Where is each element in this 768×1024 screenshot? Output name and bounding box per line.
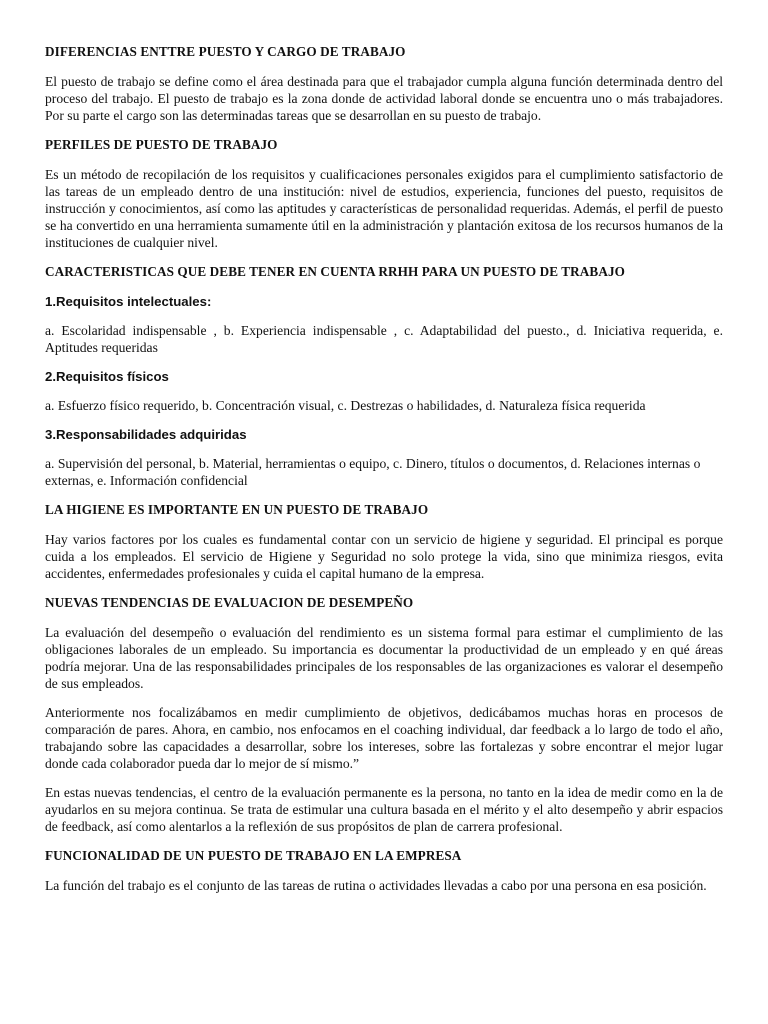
heading-diferencias: DIFERENCIAS ENTTRE PUESTO Y CARGO DE TRABAJO: [45, 44, 406, 59]
heading-tendencias: NUEVAS TENDENCIAS DE EVALUACION DE DESEMPEÑO: [45, 595, 414, 610]
paragraph-nuevas-tendencias: En estas nuevas tendencias, el centro de la evaluación permanente es la persona, no tanto en la idea de medir como en la de ayudarlos en su mejora continua. Se trata de estimular una cultura basada en el mérito y el alto desempeño y abrir espacios de feedback, así como alentarlos a la reflexión de sus propósitos de plan de carrera profesional.: [45, 785, 723, 834]
paragraph-funcion-trabajo: La función del trabajo es el conjunto de las tareas de rutina o actividades llevadas a cabo por una persona en esa posición.: [45, 878, 707, 893]
paragraph-requisitos-fisicos: a. Esfuerzo físico requerido, b. Concentración visual, c. Destrezas o habilidades, d. Naturaleza física requerida: [45, 398, 646, 413]
paragraph-evaluacion-desempeno: La evaluación del desempeño o evaluación del rendimiento es un sistema formal para estimar el cumplimiento de las obligaciones laborales de un empleado. Su importancia es documentar la productividad de un empleado y en qué áreas podría mejorar. Una de las responsabilidades principales de los responsables de las organizaciones es valorar el desempeño de sus empleados.: [45, 625, 723, 691]
paragraph-requisitos-intelectuales: a. Escolaridad indispensable , b. Experiencia indispensable , c. Adaptabilidad del puesto., d. Iniciativa requerida, e. Aptitudes requeridas: [45, 323, 723, 355]
heading-perfiles: PERFILES DE PUESTO DE TRABAJO: [45, 137, 278, 152]
paragraph-puesto-definicion: El puesto de trabajo se define como el área destinada para que el trabajador cumpla alguna función determinada dentro del proceso del trabajo. El puesto de trabajo es la zona donde de actividad laboral donde se encuentra uno o más trabajadores. Por su parte el cargo son las determinadas tareas que se desarrollan en su puesto de trabajo.: [45, 74, 723, 123]
heading-higiene: LA HIGIENE ES IMPORTANTE EN UN PUESTO DE TRABAJO: [45, 502, 429, 517]
paragraph-perfiles: Es un método de recopilación de los requisitos y cualificaciones personales exigidos para el cumplimiento satisfactorio de las tareas de un empleado dentro de una institución: nivel de estudios, experiencia, funciones del puesto, requisitos de instrucción y conocimientos, así como las aptitudes y características de personalidad requeridas. Además, el perfil de puesto se ha convertido en una herramienta sumamente útil en la administración y plantación exitosa de los recursos humanos de la instituciones de cualquier nivel.: [45, 167, 723, 250]
subheading-responsabilidades: 3.Responsabilidades adquiridas: [45, 427, 247, 442]
subheading-requisitos-intelectuales: 1.Requisitos intelectuales:: [45, 294, 212, 309]
subheading-requisitos-fisicos: 2.Requisitos físicos: [45, 369, 169, 384]
paragraph-anteriormente: Anteriormente nos focalizábamos en medir cumplimiento de objetivos, dedicábamos muchas horas en procesos de comparación de pares. Ahora, en cambio, nos enfocamos en el coaching individual, dar feedback a lo largo de todo el año, trabajando sobre las capacidades a desarrollar, sobre los intereses, sobre las fortalezas y sobre encontrar el mejor lugar donde cada colaborador pueda dar lo mejor de sí mismo.”: [45, 705, 723, 771]
heading-funcionalidad: FUNCIONALIDAD DE UN PUESTO DE TRABAJO EN LA EMPRESA: [45, 848, 462, 863]
heading-caracteristicas: CARACTERISTICAS QUE DEBE TENER EN CUENTA RRHH PARA UN PUESTO DE TRABAJO: [45, 264, 626, 279]
paragraph-responsabilidades: a. Supervisión del personal, b. Material, herramientas o equipo, c. Dinero, títulos o documentos, d. Relaciones internas o externas, e. Información confidencial: [45, 456, 701, 488]
paragraph-higiene: Hay varios factores por los cuales es fundamental contar con un servicio de higiene y seguridad. El principal es porque cuida a los empleados. El servicio de Higiene y Seguridad no solo protege la vida, sino que minimiza riesgos, evita accidentes, enfermedades profesionales y cuida el capital humano de la empresa.: [45, 532, 723, 581]
